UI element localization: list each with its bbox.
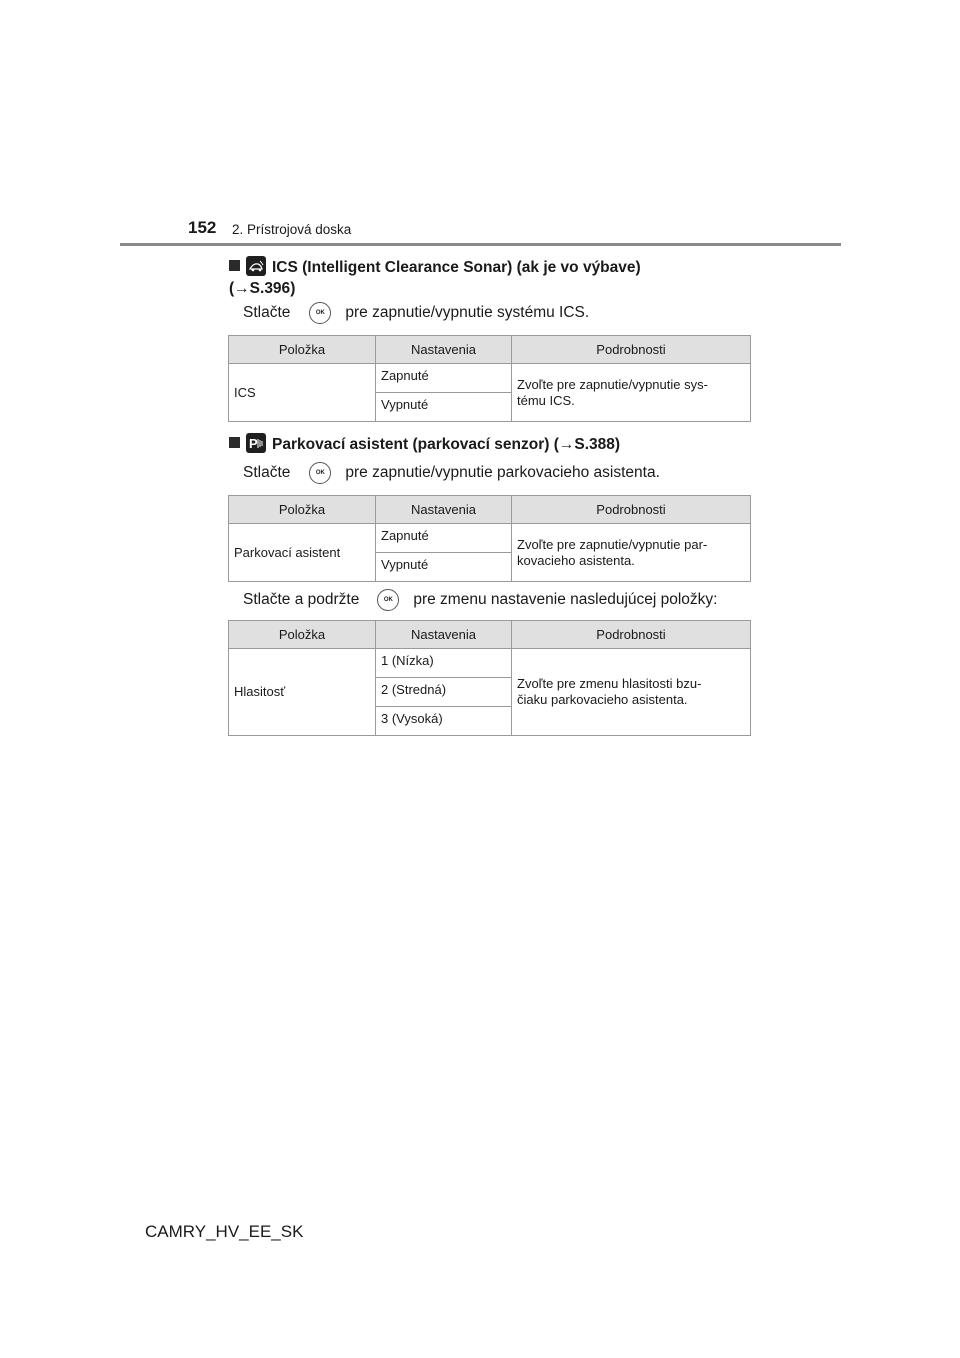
section-title-parking: Parkovací asistent (parkovací senzor) (: [272, 436, 559, 453]
settings-table-parking: [228, 495, 751, 582]
column-header: Položka: [229, 621, 376, 649]
ok-button-icon: OK: [377, 589, 399, 611]
instruction-hold: [243, 589, 718, 611]
column-header: Podrobnosti: [512, 336, 751, 364]
item-cell: ICS: [229, 364, 376, 422]
instruction-text: pre zapnutie/vypnutie parkovacieho asistenta.: [345, 464, 660, 482]
section-title-ics: ICS (Intelligent Clearance Sonar) (ak je vo výbave): [272, 259, 641, 276]
header-rule: [120, 243, 841, 246]
footer-code: CAMRY_HV_EE_SK: [145, 1222, 304, 1241]
column-header: Nastavenia: [376, 496, 512, 524]
details-cell: Zvoľte pre zapnutie/vypnutie sys- tému ICS.: [512, 364, 751, 422]
details-cell: Zvoľte pre zapnutie/vypnutie par- kovacieho asistenta.: [512, 524, 751, 582]
table-row: [229, 364, 751, 393]
setting-cell: Vypnuté: [376, 553, 512, 582]
section-heading-parking: [229, 433, 749, 455]
table-row: [229, 524, 751, 553]
instruction-press: Stlačte: [243, 464, 291, 482]
bullet-square-icon: [229, 437, 240, 448]
column-header: Podrobnosti: [512, 496, 751, 524]
column-header: Podrobnosti: [512, 621, 751, 649]
svg-text:P: P: [249, 436, 258, 451]
column-header: Položka: [229, 336, 376, 364]
instruction-press: Stlačte: [243, 304, 291, 322]
details-cell: Zvoľte pre zmenu hlasitosti bzu- čiaku parkovacieho asistenta.: [512, 649, 751, 736]
instruction-text: pre zapnutie/vypnutie systému ICS.: [345, 304, 590, 322]
setting-cell: Zapnuté: [376, 524, 512, 553]
setting-cell: 1 (Nízka): [376, 649, 512, 678]
instruction-ics: [243, 302, 589, 324]
table-header-row: [229, 496, 751, 524]
table-header-row: [229, 336, 751, 364]
chapter-title: 2. Prístrojová doska: [232, 222, 352, 237]
instruction-text: pre zmenu nastavenie nasledujúcej položky:: [413, 591, 718, 609]
ics-sonar-icon: [246, 256, 266, 276]
column-header: Nastavenia: [376, 621, 512, 649]
instruction-press-hold: Stlačte a podržte: [243, 591, 360, 609]
settings-table-ics: [228, 335, 751, 422]
volume-settings-table: [228, 620, 751, 736]
bullet-square-icon: [229, 260, 240, 271]
section-heading-ics: ICS (Intelligent Clearance Sonar) (ak je vo výbave) (→S.396): [229, 256, 749, 299]
table-row: [229, 649, 751, 678]
setting-cell: 3 (Vysoká): [376, 707, 512, 736]
ref-arrow: →: [558, 436, 575, 453]
ok-button-icon: OK: [309, 302, 331, 324]
instruction-parking: [243, 462, 660, 484]
page-number: 152: [188, 218, 217, 237]
setting-cell: 2 (Stredná): [376, 678, 512, 707]
item-cell: Parkovací asistent: [229, 524, 376, 582]
page-reference: S.396: [249, 280, 291, 297]
column-header: Nastavenia: [376, 336, 512, 364]
table-header-row: [229, 621, 751, 649]
column-header: Položka: [229, 496, 376, 524]
setting-cell: Vypnuté: [376, 393, 512, 422]
ref-arrow: →: [234, 280, 250, 297]
item-cell: Hlasitosť: [229, 649, 376, 736]
parking-assist-icon: [246, 433, 266, 453]
setting-cell: Zapnuté: [376, 364, 512, 393]
ok-button-icon: OK: [309, 462, 331, 484]
page-reference: S.388): [574, 436, 621, 453]
